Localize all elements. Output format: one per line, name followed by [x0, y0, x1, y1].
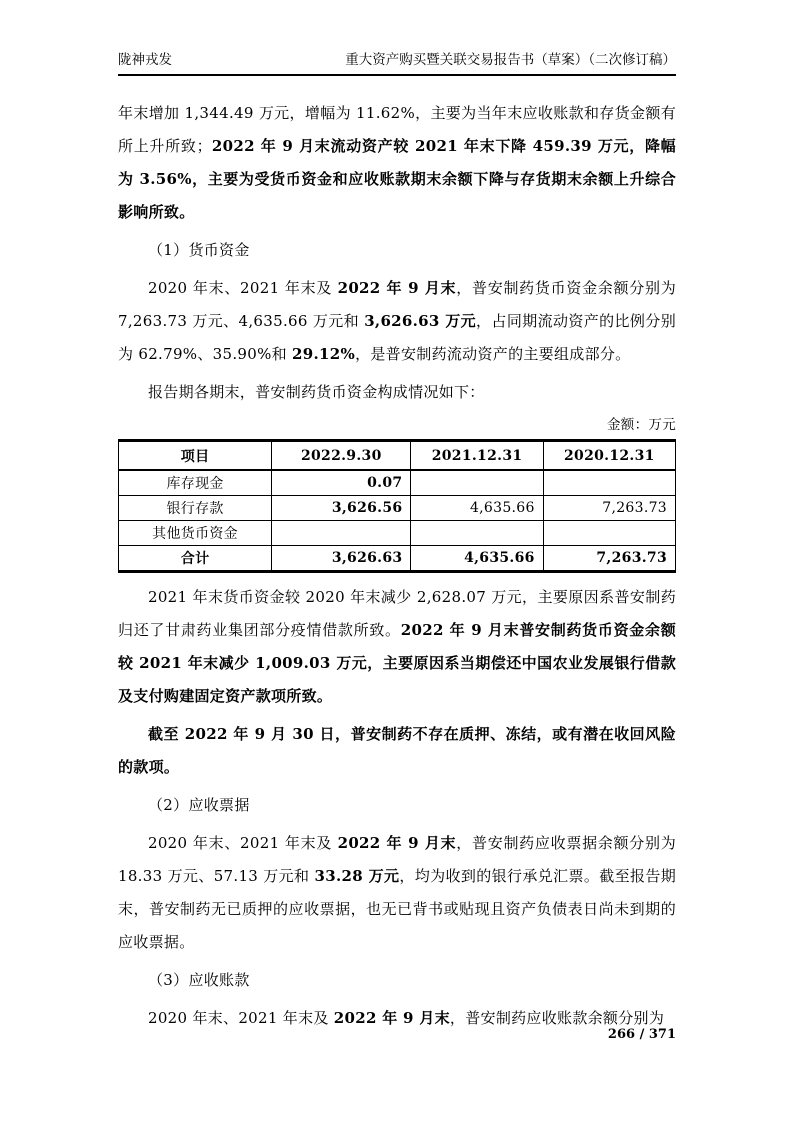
text-run: ，普安制药应收票据余额分别为 18.33 万元、57.13 万元和: [118, 834, 676, 885]
text-run: 2020 年末、2021 年末及: [148, 1009, 334, 1027]
text-run: ，普安制药货币资金余额分别为 7,263.73 万元、4,635.66 万元和: [118, 279, 676, 330]
table-row: [119, 470, 676, 496]
table-row: [119, 546, 676, 572]
table-row-label: 其他货币资金: [119, 521, 272, 546]
table-header-cell: 2022.9.30: [272, 441, 411, 471]
table-cell: 7,263.73: [543, 546, 675, 572]
table-cell: 4,635.66: [411, 546, 543, 572]
section-heading-accounts-receivable: [118, 964, 676, 997]
paragraph-no-pledge-statement: [118, 718, 676, 784]
text-run: 2022 年 9 月末: [337, 279, 457, 297]
table-intro: [118, 376, 676, 409]
table-row-label: 库存现金: [119, 470, 272, 496]
table-header-cell: 2021.12.31: [411, 441, 543, 471]
table-cell: [543, 521, 675, 546]
table-cell: 4,635.66: [411, 496, 543, 521]
text-run: 2020 年末、2021 年末及: [148, 279, 338, 297]
header-company-name: 陇神戎发: [118, 52, 172, 68]
table-row: [119, 496, 676, 521]
table-header-cell: 项目: [119, 441, 272, 471]
table-row: [119, 521, 676, 546]
text-run: ，是普安制药流动资产的主要组成部分。: [355, 345, 631, 363]
table-unit-note: [118, 414, 676, 436]
text-run: 2021 年末货币资金较 2020 年末减少 2,628.07 万元，主要原因系普安制药归还了甘肃药业集团部分疫情借款所致。: [118, 588, 676, 639]
paragraph-notes-receivable: [118, 827, 676, 959]
table-cell: [272, 521, 411, 546]
text-run: 截至 2022 年 9 月 30 日，普安制药不存在质押、冻结，或有潜在收回风险的款项。: [118, 725, 676, 776]
text-run: 2022 年 9 月末流动资产较 2021 年末下降 459.39 万元，降幅为 3.56%，主要为受货币资金和应收账款期末余额下降与存货期末余额上升综合影响所致。: [118, 137, 676, 221]
text-run: ，占同期流动资产的比例分别为 62.79%、35.90%和: [118, 312, 676, 363]
table-header-row: [119, 441, 676, 471]
text-run: 2022 年 9 月末普安制药货币资金余额较 2021 年末减少 1,009.03 万元，主要原因系当期偿还中国农业发展银行借款及支付购建固定资产款项所致。: [118, 621, 676, 705]
text-run: （3）应收账款: [148, 971, 250, 989]
text-run: ，普安制药应收账款余额分别为: [449, 1009, 665, 1027]
text-run: ，均为收到的银行承兑汇票。截至报告期末，普安制药无已质押的应收票据，也无已背书或贴现且资产负债表日尚未到期的应收票据。: [118, 867, 676, 951]
table-cell: [411, 470, 543, 496]
table-cell: [543, 470, 675, 496]
text-run: 2022 年 9 月末: [337, 834, 457, 852]
text-run: 报告期各期末，普安制药货币资金构成情况如下：: [148, 383, 485, 401]
paragraph-carryover: [118, 97, 676, 229]
table-cell: 3,626.56: [272, 496, 411, 521]
table-header-cell: 2020.12.31: [543, 441, 675, 471]
text-run: 29.12%: [292, 345, 356, 363]
table-row-label: 银行存款: [119, 496, 272, 521]
text-run: 3,626.63 万元: [364, 312, 477, 330]
document-body: [118, 92, 676, 1040]
table-row-label: 合计: [119, 546, 272, 572]
page-number: 266 / 371: [607, 1027, 676, 1042]
paragraph-accounts-receivable: [118, 1002, 676, 1035]
table-cell: 7,263.73: [543, 496, 675, 521]
text-run: 33.28 万元: [314, 867, 400, 885]
text-run: 2022 年 9 月末: [333, 1009, 450, 1027]
text-run: 2020 年末、2021 年末及: [148, 834, 338, 852]
table-cell: 3,626.63: [272, 546, 411, 572]
table-cell: 0.07: [272, 470, 411, 496]
currency-composition-table: [118, 439, 676, 573]
text-run: 年末增加 1,344.49 万元，增幅为 11.62%，主要为当年末应收账款和存货金额有所上升所致；: [118, 104, 676, 155]
section-heading-monetary-funds: [118, 234, 676, 267]
header-report-title: 重大资产购买暨关联交易报告书（草案）（二次修订稿）: [345, 52, 676, 68]
paragraph-monetary-funds-balance: [118, 272, 676, 371]
page-header: [118, 50, 676, 76]
text-run: 金额：万元: [607, 417, 676, 433]
text-run: （1）货币资金: [148, 241, 250, 259]
paragraph-change-analysis: [118, 581, 676, 713]
text-run: （2）应收票据: [148, 796, 250, 814]
table-cell: [411, 521, 543, 546]
section-heading-notes-receivable: [118, 789, 676, 822]
